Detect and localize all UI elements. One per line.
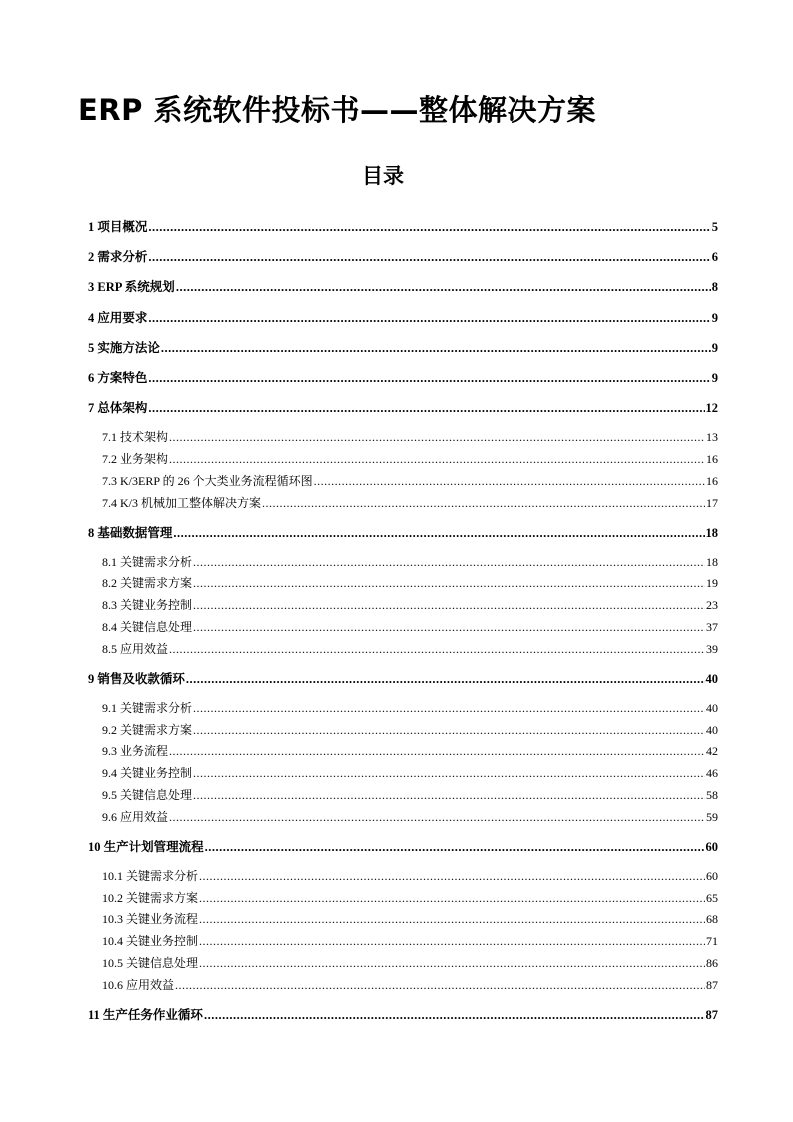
- toc-subentry[interactable]: [88, 867, 718, 889]
- dot-leader: [169, 452, 705, 467]
- toc-entry-page: 87: [705, 1007, 718, 1022]
- toc-entry[interactable]: [88, 523, 718, 553]
- dot-leader: [205, 840, 705, 855]
- toc-entry-label: 10.4 关键业务控制: [102, 934, 199, 949]
- toc-heading: 目录: [362, 164, 404, 188]
- toc-entry-page: 40: [706, 722, 718, 737]
- toc-subentry[interactable]: [88, 764, 718, 786]
- toc-entry-page: 40: [705, 671, 718, 686]
- toc-entry-page: 58: [706, 788, 718, 803]
- toc-entry-label: 7.2 业务架构: [102, 452, 169, 467]
- toc-subentry[interactable]: [88, 596, 718, 618]
- toc-subentry[interactable]: [88, 450, 718, 472]
- toc-entry-page: 8: [711, 280, 718, 295]
- toc-entry-label: 8.5 应用效益: [102, 641, 169, 656]
- toc-entry-label: 9.3 业务流程: [102, 744, 169, 759]
- toc-entry[interactable]: [88, 368, 718, 398]
- toc-entry[interactable]: [88, 308, 718, 338]
- dot-leader: [169, 744, 705, 759]
- toc-entry-page: 13: [706, 430, 718, 445]
- toc-entry-page: 5: [711, 220, 718, 234]
- toc-entry-page: 9: [711, 370, 718, 385]
- toc-entry-label: 9.6 应用效益: [102, 809, 169, 824]
- toc-entry-label: 7.1 技术架构: [102, 430, 169, 445]
- dot-leader: [193, 555, 705, 570]
- toc-entry[interactable]: [88, 837, 718, 867]
- toc-entry-label: 10.6 应用效益: [102, 977, 175, 992]
- dot-leader: [148, 311, 710, 326]
- toc-subentry[interactable]: [88, 808, 718, 830]
- dot-leader: [148, 371, 710, 386]
- toc-entry-label: 9.2 关键需求方案: [102, 722, 193, 737]
- toc-subentry[interactable]: [88, 699, 718, 721]
- toc-entry-label: 11 生产任务作业循环: [88, 1007, 203, 1022]
- toc-entry-page: 12: [705, 401, 718, 416]
- toc-entry-label: 10.2 关键需求方案: [102, 890, 199, 905]
- toc-subentry[interactable]: [88, 910, 718, 932]
- dot-leader: [148, 401, 704, 416]
- dot-leader: [176, 280, 711, 295]
- toc-entry[interactable]: [88, 217, 718, 247]
- dot-leader: [193, 723, 705, 738]
- toc-entry-page: 60: [706, 868, 718, 883]
- dot-leader: [186, 672, 705, 687]
- toc-entry-label: 8.2 关键需求方案: [102, 576, 193, 591]
- toc-entry-label: 6 方案特色: [88, 370, 148, 385]
- toc-entry[interactable]: [88, 247, 718, 277]
- toc-entry-label: 7.4 K/3 机械加工整体解决方案: [102, 495, 262, 510]
- toc-subentry[interactable]: [88, 954, 718, 976]
- document-title: ERP 系统软件投标书——整体解决方案: [78, 93, 596, 127]
- toc-entry-label: 9.5 关键信息处理: [102, 788, 193, 803]
- toc-entry-label: 7 总体架构: [88, 401, 148, 416]
- toc-entry-label: 7.3 K/3ERP 的 26 个大类业务流程循环图: [102, 473, 313, 488]
- dot-leader: [193, 766, 705, 781]
- toc-entry-label: 9.1 关键需求分析: [102, 700, 193, 715]
- toc-entry-page: 17: [706, 495, 718, 510]
- toc-subentry[interactable]: [88, 889, 718, 911]
- toc-subentry[interactable]: [88, 472, 718, 494]
- toc-entry-page: 18: [706, 554, 718, 569]
- toc-entry-page: 46: [706, 766, 718, 781]
- toc-entry-label: 8.3 关键业务控制: [102, 598, 193, 613]
- toc-entry-page: 59: [706, 809, 718, 824]
- toc-entry-page: 40: [706, 700, 718, 715]
- toc-subentry[interactable]: [88, 932, 718, 954]
- dot-leader: [199, 912, 705, 927]
- toc-subentry[interactable]: [88, 553, 718, 575]
- toc-entry-label: 8 基础数据管理: [88, 525, 173, 540]
- dot-leader: [204, 1008, 705, 1023]
- toc-subentry[interactable]: [88, 618, 718, 640]
- toc-entry-page: 23: [706, 598, 718, 613]
- dot-leader: [199, 869, 705, 884]
- toc-entry[interactable]: [88, 338, 718, 368]
- toc-entry-label: 3 ERP 系统规划: [88, 280, 175, 295]
- toc-entry-page: 37: [706, 620, 718, 635]
- toc-entry-page: 71: [706, 934, 718, 949]
- toc-entry-label: 10 生产计划管理流程: [88, 839, 204, 854]
- toc-entry-page: 86: [706, 956, 718, 971]
- toc-entry-label: 9 销售及收款循环: [88, 671, 185, 686]
- table-of-contents: [88, 217, 718, 1035]
- dot-leader: [193, 701, 705, 716]
- toc-entry-page: 87: [706, 977, 718, 992]
- toc-entry-label: 4 应用要求: [88, 310, 148, 325]
- dot-leader: [193, 788, 705, 803]
- dot-leader: [193, 598, 705, 613]
- toc-entry-label: 2 需求分析: [88, 250, 148, 265]
- toc-entry-label: 10.1 关键需求分析: [102, 868, 199, 883]
- toc-subentry[interactable]: [88, 786, 718, 808]
- toc-entry[interactable]: [88, 669, 718, 699]
- dot-leader: [169, 430, 705, 445]
- toc-entry-page: 9: [711, 310, 718, 325]
- dot-leader: [173, 526, 704, 541]
- dot-leader: [314, 474, 705, 489]
- dot-leader: [193, 576, 705, 591]
- toc-entry-page: 65: [706, 890, 718, 905]
- toc-entry[interactable]: [88, 1005, 718, 1035]
- toc-entry-page: 9: [711, 340, 718, 355]
- dot-leader: [262, 496, 705, 511]
- toc-entry-page: 6: [711, 250, 718, 265]
- dot-leader: [169, 642, 705, 657]
- toc-subentry[interactable]: [88, 640, 718, 662]
- dot-leader: [199, 934, 705, 949]
- toc-subentry[interactable]: [88, 976, 718, 998]
- toc-entry-label: 9.4 关键业务控制: [102, 766, 193, 781]
- toc-entry-label: 10.3 关键业务流程: [102, 912, 199, 927]
- dot-leader: [148, 220, 710, 235]
- toc-entry[interactable]: [88, 277, 718, 307]
- toc-entry-page: 19: [706, 576, 718, 591]
- toc-entry-label: 1 项目概况: [88, 220, 148, 234]
- toc-subentry[interactable]: [88, 742, 718, 764]
- toc-entry-page: 18: [705, 525, 718, 540]
- toc-subentry[interactable]: [88, 494, 718, 516]
- toc-entry-page: 68: [706, 912, 718, 927]
- toc-entry-page: 39: [706, 641, 718, 656]
- dot-leader: [169, 810, 705, 825]
- toc-entry-label: 5 实施方法论: [88, 340, 160, 355]
- toc-entry-label: 8.1 关键需求分析: [102, 554, 193, 569]
- toc-subentry[interactable]: [88, 428, 718, 450]
- dot-leader: [161, 341, 711, 356]
- dot-leader: [199, 956, 705, 971]
- toc-entry[interactable]: [88, 398, 718, 428]
- dot-leader: [148, 250, 710, 265]
- toc-entry-page: 16: [706, 473, 718, 488]
- toc-subentry[interactable]: [88, 721, 718, 743]
- dot-leader: [175, 978, 705, 993]
- toc-subentry[interactable]: [88, 574, 718, 596]
- toc-entry-label: 8.4 关键信息处理: [102, 620, 193, 635]
- toc-entry-label: 10.5 关键信息处理: [102, 956, 199, 971]
- dot-leader: [199, 891, 705, 906]
- toc-entry-page: 60: [705, 839, 718, 854]
- dot-leader: [193, 620, 705, 635]
- toc-entry-page: 16: [706, 452, 718, 467]
- toc-entry-page: 42: [706, 744, 718, 759]
